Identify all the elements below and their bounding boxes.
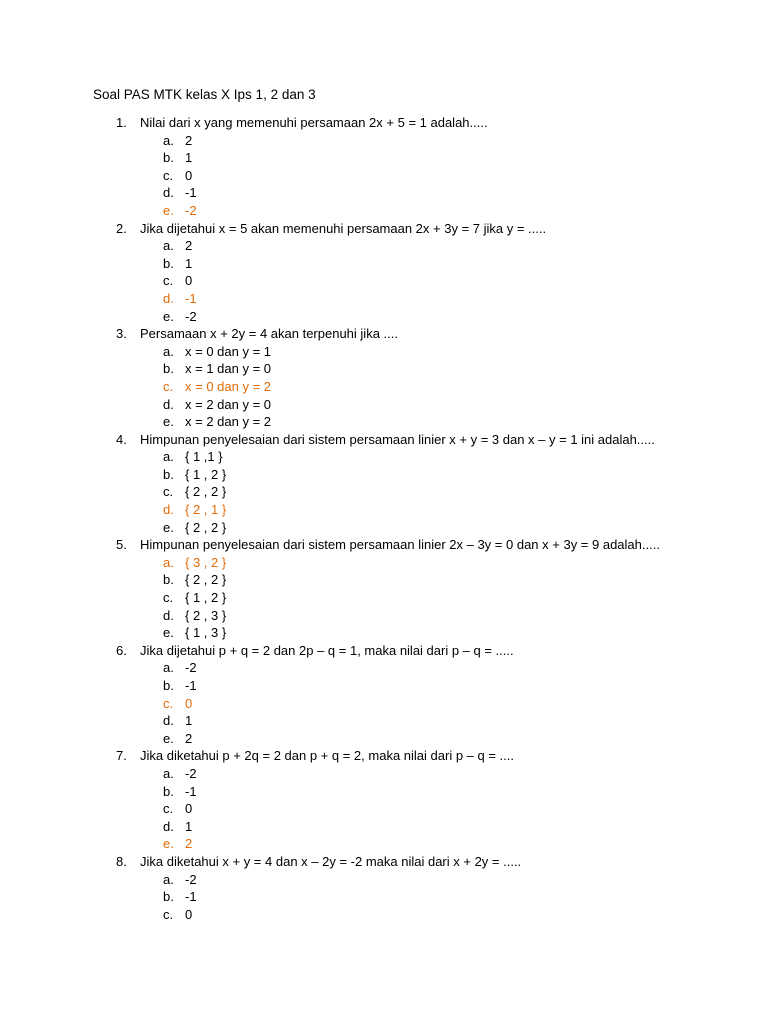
option-text: 1 <box>185 255 193 271</box>
option-2-4-correct <box>0 290 768 308</box>
option-6-4 <box>0 712 768 730</box>
option-letter: a. <box>163 660 174 676</box>
option-text: 0 <box>185 273 193 289</box>
option-letter: c. <box>163 590 174 606</box>
question-text: Jika dijetahui x = 5 akan memenuhi persamaan 2x + 3y = 7 jika y = ..... <box>140 220 547 236</box>
option-letter: a. <box>163 238 174 254</box>
option-4-2 <box>0 466 768 484</box>
option-4-5 <box>0 519 768 537</box>
option-8-3 <box>0 906 768 924</box>
option-5-4 <box>0 607 768 625</box>
option-7-5-correct <box>0 835 768 853</box>
option-letter: c. <box>163 273 174 289</box>
option-letter: b. <box>163 466 174 482</box>
option-letter: d. <box>163 818 174 834</box>
option-7-3 <box>0 800 768 818</box>
option-5-1-correct <box>0 554 768 572</box>
option-text: -2 <box>185 765 197 781</box>
question-text: Himpunan penyelesaian dari sistem persamaan linier x + y = 3 dan x – y = 1 ini adalah..... <box>140 431 655 447</box>
option-letter: b. <box>163 572 174 588</box>
option-7-1 <box>0 765 768 783</box>
option-3-1 <box>0 343 768 361</box>
option-text: { 3 , 2 } <box>185 554 227 570</box>
option-letter: e. <box>163 202 174 218</box>
option-7-4 <box>0 818 768 836</box>
option-text: { 2 , 2 } <box>185 572 227 588</box>
question-3 <box>0 325 768 343</box>
option-1-2 <box>0 149 768 167</box>
option-letter: a. <box>163 765 174 781</box>
option-6-3-correct <box>0 695 768 713</box>
option-text: { 2 , 2 } <box>185 519 227 535</box>
option-6-5 <box>0 730 768 748</box>
question-number: 1. <box>116 115 127 130</box>
question-number: 8. <box>116 853 127 869</box>
option-letter: c. <box>163 695 174 711</box>
question-5 <box>0 536 768 554</box>
option-text: 1 <box>185 150 193 166</box>
question-7 <box>0 747 768 765</box>
option-letter: e. <box>163 730 174 746</box>
option-letter: a. <box>163 554 174 570</box>
option-letter: c. <box>163 906 174 922</box>
option-letter: e. <box>163 625 174 641</box>
option-letter: c. <box>163 801 174 817</box>
option-6-2 <box>0 677 768 695</box>
option-8-1 <box>0 871 768 889</box>
option-text: 0 <box>185 906 193 922</box>
option-text: { 2 , 1 } <box>185 502 227 518</box>
option-2-2 <box>0 255 768 273</box>
option-letter: e. <box>163 836 174 852</box>
option-letter: b. <box>163 889 174 905</box>
option-text: 1 <box>185 818 193 834</box>
question-2 <box>0 220 768 238</box>
option-1-4 <box>0 184 768 202</box>
option-letter: e. <box>163 308 174 324</box>
option-5-2 <box>0 571 768 589</box>
option-text: 0 <box>185 801 193 817</box>
option-text: { 1 , 3 } <box>185 625 227 641</box>
option-2-1 <box>0 237 768 255</box>
option-letter: c. <box>163 167 174 183</box>
option-8-2 <box>0 888 768 906</box>
option-1-1 <box>0 132 768 150</box>
option-text: 0 <box>185 167 193 183</box>
option-4-3 <box>0 483 768 501</box>
option-text: { 1 , 2 } <box>185 466 227 482</box>
question-list <box>0 114 768 923</box>
question-number: 2. <box>116 220 127 236</box>
option-letter: d. <box>163 290 174 306</box>
option-7-2 <box>0 783 768 801</box>
question-4 <box>0 431 768 449</box>
option-6-1 <box>0 659 768 677</box>
option-text: -1 <box>185 678 197 693</box>
option-text: { 1 ,1 } <box>185 449 223 465</box>
question-number: 3. <box>116 326 127 342</box>
option-text: -2 <box>185 871 197 887</box>
option-letter: c. <box>163 378 174 394</box>
option-letter: d. <box>163 607 174 623</box>
option-letter: a. <box>163 449 174 465</box>
option-5-3 <box>0 589 768 607</box>
question-6 <box>0 642 768 660</box>
option-text: -2 <box>185 660 197 676</box>
question-text: Jika diketahui p + 2q = 2 dan p + q = 2, maka nilai dari p – q = .... <box>140 748 514 764</box>
question-text: Jika diketahui x + y = 4 dan x – 2y = -2 maka nilai dari x + 2y = ..... <box>140 853 522 869</box>
option-letter: d. <box>163 396 174 412</box>
option-3-4 <box>0 396 768 414</box>
question-1 <box>0 114 768 132</box>
option-text: -2 <box>185 308 197 324</box>
option-1-3 <box>0 167 768 185</box>
option-letter: e. <box>163 414 174 430</box>
option-text: -1 <box>185 889 197 905</box>
option-text: 2 <box>185 730 193 746</box>
option-text: 1 <box>185 713 193 729</box>
option-text: x = 2 dan y = 0 <box>185 396 272 412</box>
option-letter: d. <box>163 185 174 201</box>
option-letter: b. <box>163 150 174 166</box>
option-text: -1 <box>185 290 197 306</box>
option-text: x = 0 dan y = 2 <box>185 378 272 394</box>
option-text: { 2 , 2 } <box>185 484 227 500</box>
option-2-3 <box>0 272 768 290</box>
option-3-2 <box>0 360 768 378</box>
option-text: -1 <box>185 185 197 201</box>
option-5-5 <box>0 624 768 642</box>
option-text: x = 1 dan y = 0 <box>185 361 272 377</box>
option-letter: d. <box>163 502 174 518</box>
option-text: 0 <box>185 695 193 711</box>
question-text: Nilai dari x yang memenuhi persamaan 2x + 5 = 1 adalah..... <box>140 115 488 130</box>
option-text: 2 <box>185 238 193 254</box>
option-letter: e. <box>163 519 174 535</box>
option-4-1 <box>0 448 768 466</box>
question-number: 5. <box>116 537 127 553</box>
question-text: Himpunan penyelesaian dari sistem persamaan linier 2x – 3y = 0 dan x + 3y = 9 adalah..... <box>140 537 660 553</box>
option-text: { 1 , 2 } <box>185 590 227 606</box>
document-title: Soal PAS MTK kelas X Ips 1, 2 dan 3 <box>93 87 316 102</box>
option-3-5 <box>0 413 768 431</box>
option-text: -1 <box>185 783 197 799</box>
option-3-3-correct <box>0 378 768 396</box>
question-number: 6. <box>116 642 127 658</box>
option-text: -2 <box>185 202 197 218</box>
option-4-4-correct <box>0 501 768 519</box>
option-text: x = 0 dan y = 1 <box>185 343 272 359</box>
question-8 <box>0 853 768 871</box>
option-2-5 <box>0 308 768 326</box>
option-text: 2 <box>185 132 193 148</box>
option-letter: a. <box>163 871 174 887</box>
question-number: 4. <box>116 431 127 447</box>
question-number: 7. <box>116 748 127 764</box>
option-letter: d. <box>163 713 174 729</box>
option-letter: b. <box>163 678 174 693</box>
question-text: Persamaan x + 2y = 4 akan terpenuhi jika .... <box>140 326 398 342</box>
option-letter: b. <box>163 255 174 271</box>
option-letter: b. <box>163 361 174 377</box>
option-letter: a. <box>163 343 174 359</box>
option-text: x = 2 dan y = 2 <box>185 414 272 430</box>
option-text: { 2 , 3 } <box>185 607 227 623</box>
option-text: 2 <box>185 836 193 852</box>
option-letter: c. <box>163 484 174 500</box>
question-text: Jika dijetahui p + q = 2 dan 2p – q = 1, maka nilai dari p – q = ..... <box>140 642 514 658</box>
option-1-5-correct <box>0 202 768 220</box>
option-letter: b. <box>163 783 174 799</box>
option-letter: a. <box>163 132 174 148</box>
